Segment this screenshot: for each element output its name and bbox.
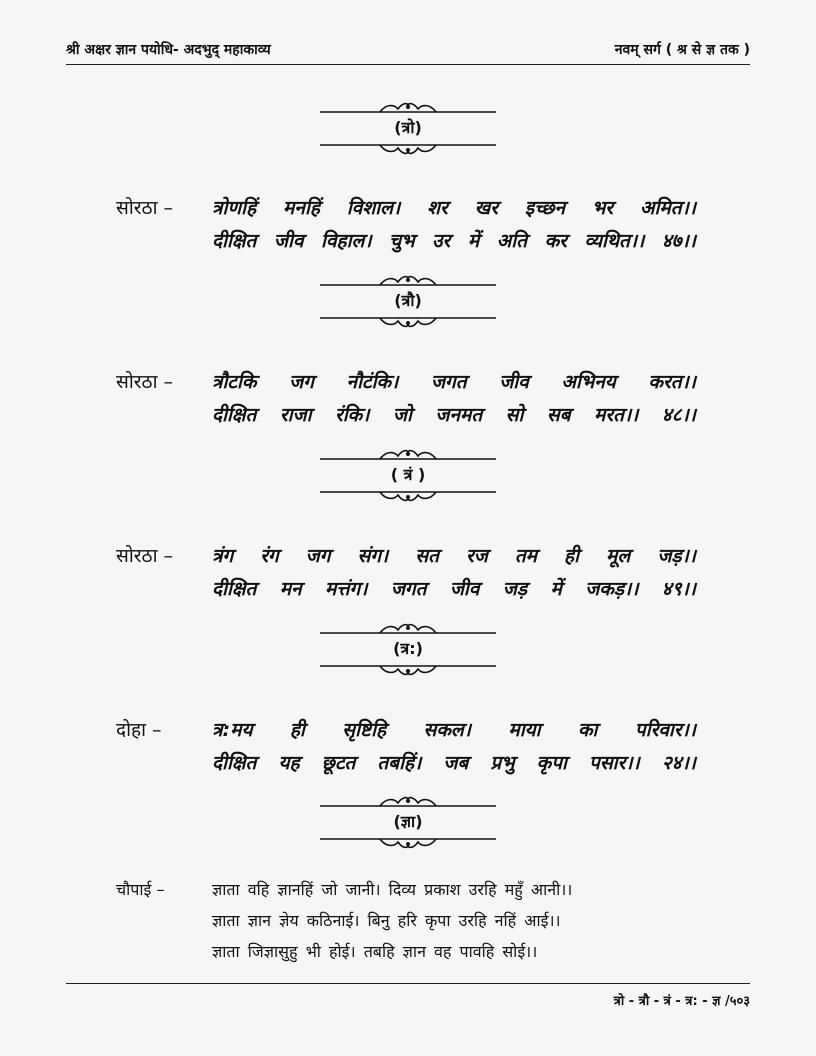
ornament-bottom-icon xyxy=(320,313,496,329)
section-letter: (ज्ञा) xyxy=(393,812,423,831)
verse-line: त्रोणहिं मनहिं विशाल। शर खर इच्छन भर अमित।। xyxy=(212,197,696,219)
verse-label: सोरठा – xyxy=(116,197,174,219)
chapter-title: नवम् सर्ग ( श्र से ज्ञ तक ) xyxy=(614,42,750,58)
section-heading-tram xyxy=(320,447,496,503)
verse-line: त्र:मय ही सृष्टिहि सकल। माया का परिवार।। xyxy=(212,719,696,741)
ornament-top-icon xyxy=(320,621,496,637)
section-letter: (त्र:) xyxy=(393,639,423,658)
ornament-top-icon xyxy=(320,447,496,463)
page-number: त्रो - त्रौ - त्रं - त्र: - ज्ञ /५०३ xyxy=(613,994,750,1009)
verse-line: दीक्षित यह छूटत तबहिं। जब प्रभु कृपा पसार।। २४।। xyxy=(212,752,696,774)
verse-label: सोरठा – xyxy=(116,545,174,567)
section-letter: ( त्रं ) xyxy=(390,465,426,484)
section-heading-tro xyxy=(320,100,496,156)
verse-line: दीक्षित जीव विहाल। चुभ उर में अति कर व्यथित।। ४७।। xyxy=(212,230,696,252)
ornament-bottom-icon xyxy=(320,834,496,850)
ornament-bottom-icon xyxy=(320,661,496,677)
page-footer xyxy=(66,983,750,1014)
ornament-bottom-icon xyxy=(320,140,496,156)
book-title: श्री अक्षर ज्ञान पयोधि- अदभुद् महाकाव्य xyxy=(66,42,271,58)
ornament-top-icon xyxy=(320,273,496,289)
verse-line: दीक्षित मन मत्तंग। जगत जीव जड़ में जकड़।। ४९।। xyxy=(212,578,696,600)
verse-line: त्रंग रंग जग संग। सत रज तम ही मूल जड़।। xyxy=(212,545,696,567)
section-heading-gya xyxy=(320,794,496,850)
verse-line: दीक्षित राजा रंकि। जो जनमत सो सब मरत।। ४८।। xyxy=(212,404,696,426)
verse-line: ज्ञाता जिज्ञासुहु भी होई। तबहि ज्ञान वह पावहि सोई।। xyxy=(212,942,538,961)
section-heading-trah xyxy=(320,621,496,677)
verse-label: चौपाई – xyxy=(116,880,165,899)
page-header xyxy=(66,38,750,65)
ornament-top-icon xyxy=(320,794,496,810)
verse-line: त्रौटकि जग नौटंकि। जगत जीव अभिनय करत।। xyxy=(212,371,696,393)
verse-label: दोहा – xyxy=(116,719,162,741)
section-letter: (त्रो) xyxy=(394,118,422,137)
ornament-top-icon xyxy=(320,100,496,116)
section-heading-trau xyxy=(320,273,496,329)
verse-label: सोरठा – xyxy=(116,371,174,393)
verse-line: ज्ञाता वहि ज्ञानहिं जो जानी। दिव्य प्रकाश उरहि महुँ आनी।। xyxy=(212,880,573,899)
section-letter: (त्रौ) xyxy=(394,291,422,310)
ornament-bottom-icon xyxy=(320,487,496,503)
verse-line: ज्ञाता ज्ञान ज्ञेय कठिनाई। बिनु हरि कृपा उरहि नहिं आई।। xyxy=(212,911,561,930)
